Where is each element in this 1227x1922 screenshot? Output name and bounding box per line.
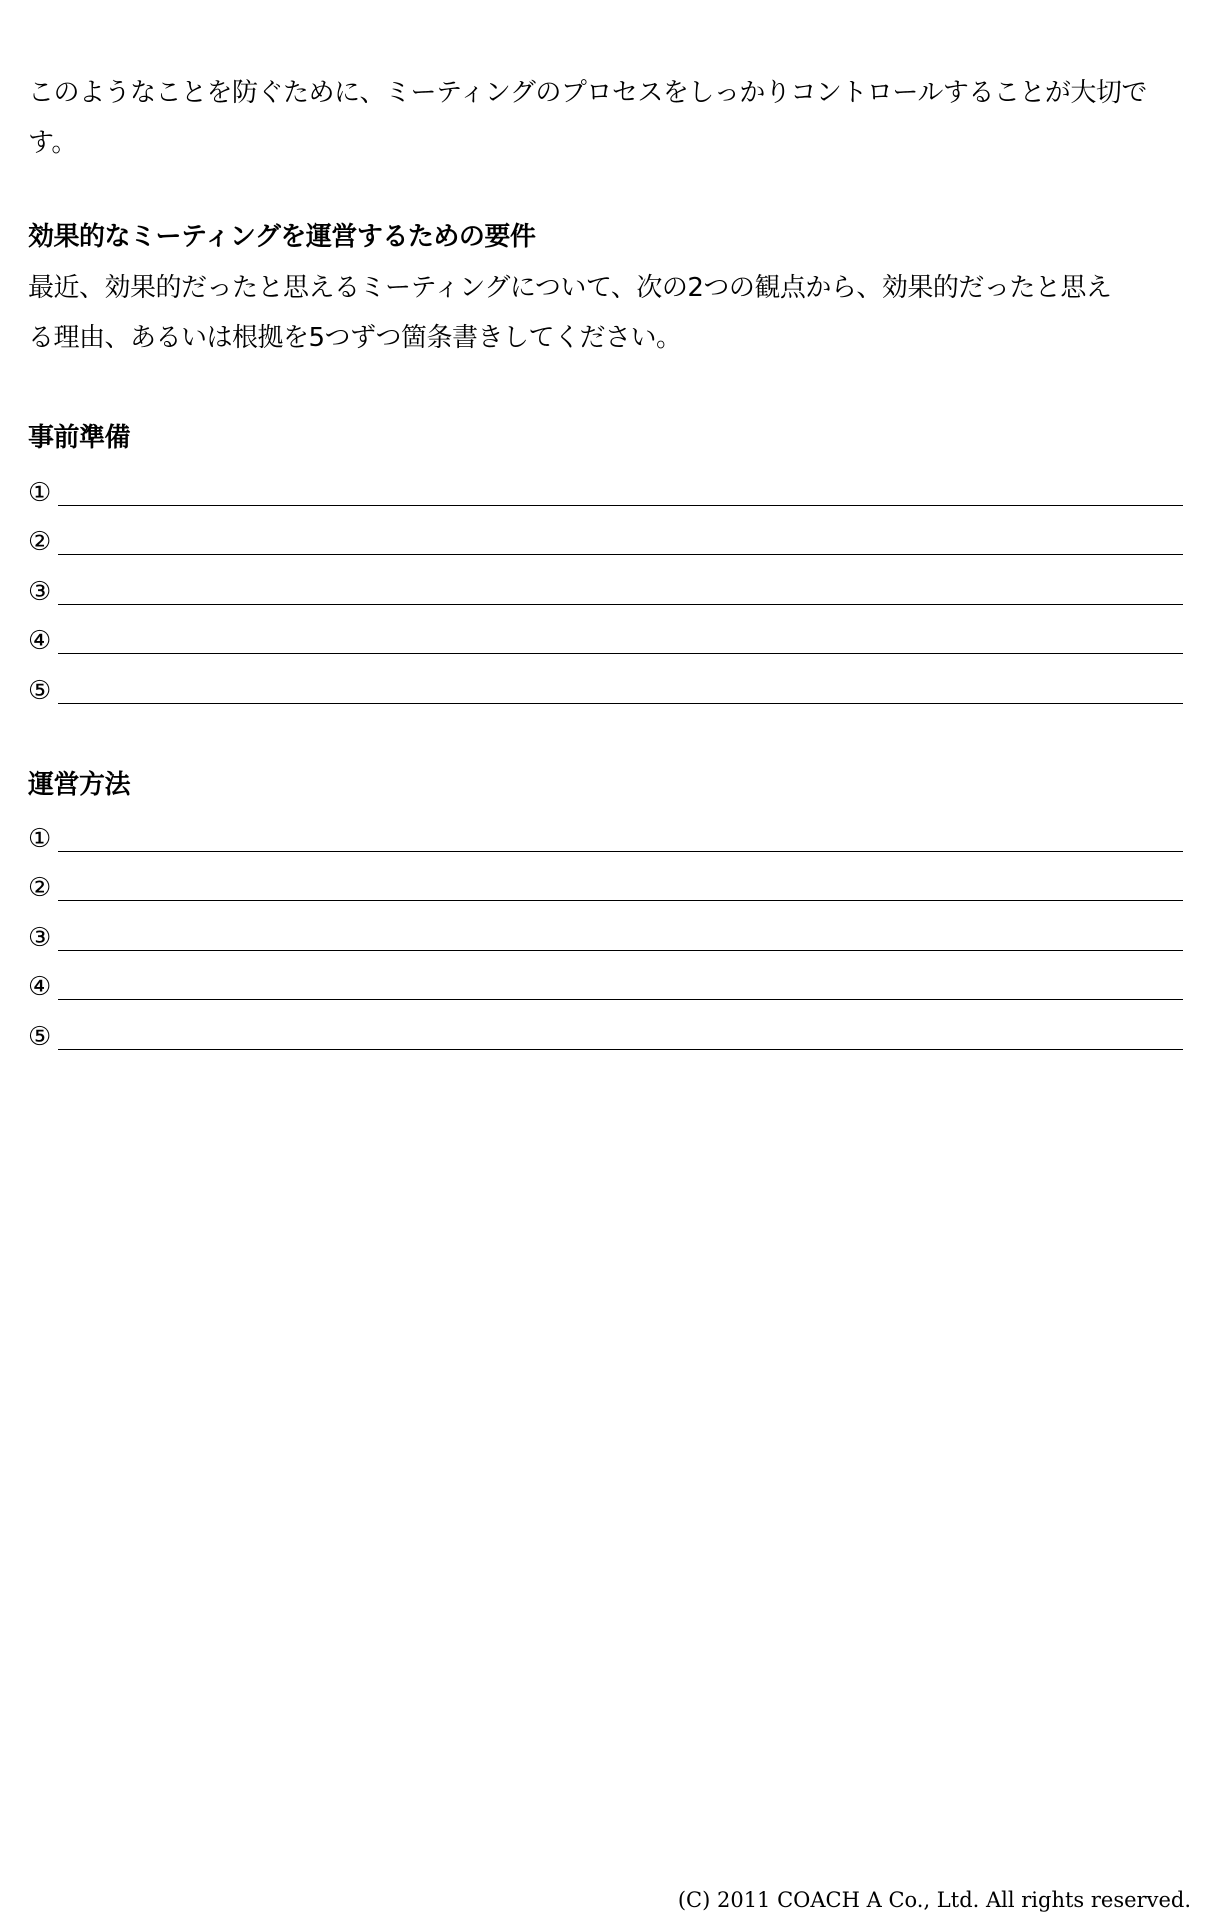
operation-item-5 <box>28 1004 1183 1054</box>
operation-list <box>28 806 1183 1054</box>
preparation-list <box>28 460 1183 708</box>
answer-line[interactable] <box>58 677 1183 704</box>
item-number: ② <box>28 527 52 557</box>
requirements-heading: 効果的なミーティングを運営するための要件 <box>28 222 536 252</box>
preparation-heading: 事前準備 <box>28 423 131 453</box>
answer-line[interactable] <box>58 528 1183 555</box>
copyright-footer: (C) 2011 COACH A Co., Ltd. All rights reserved. <box>677 1888 1191 1912</box>
operation-item-2 <box>28 856 1183 906</box>
intro-paragraph <box>28 68 1203 168</box>
operation-item-1 <box>28 806 1183 856</box>
item-number: ③ <box>28 576 52 607</box>
requirements-line-2: る理由、あるいは根拠を5つずつ箇条書きしてください。 <box>28 323 682 353</box>
operation-item-3 <box>28 905 1183 955</box>
item-number: ① <box>28 823 52 854</box>
operation-item-4 <box>28 955 1183 1005</box>
preparation-item-4 <box>28 609 1183 659</box>
item-number: ④ <box>28 626 52 656</box>
preparation-item-5 <box>28 658 1183 708</box>
item-number: ① <box>28 477 52 508</box>
item-number: ⑤ <box>28 1021 52 1052</box>
answer-line[interactable] <box>58 825 1183 852</box>
answer-line[interactable] <box>58 578 1183 605</box>
answer-line[interactable] <box>58 874 1183 901</box>
requirements-line-1: 最近、効果的だったと思えるミーティングについて、次の2つの観点から、効果的だったと思え <box>28 273 1112 303</box>
operation-heading: 運営方法 <box>28 770 131 800</box>
item-number: ③ <box>28 922 52 953</box>
requirements-paragraph <box>28 263 1203 363</box>
answer-line[interactable] <box>58 924 1183 951</box>
preparation-item-2 <box>28 510 1183 560</box>
item-number: ⑤ <box>28 675 52 706</box>
answer-line[interactable] <box>58 627 1183 654</box>
intro-line-1: このようなことを防ぐために、ミーティングのプロセスをしっかりコントロールすることが大切で <box>28 78 1147 108</box>
item-number: ② <box>28 873 52 903</box>
preparation-item-3 <box>28 559 1183 609</box>
answer-line[interactable] <box>58 1023 1183 1050</box>
intro-line-2: す。 <box>28 128 77 158</box>
item-number: ④ <box>28 972 52 1002</box>
preparation-item-1 <box>28 460 1183 510</box>
answer-line[interactable] <box>58 973 1183 1000</box>
answer-line[interactable] <box>58 479 1183 506</box>
